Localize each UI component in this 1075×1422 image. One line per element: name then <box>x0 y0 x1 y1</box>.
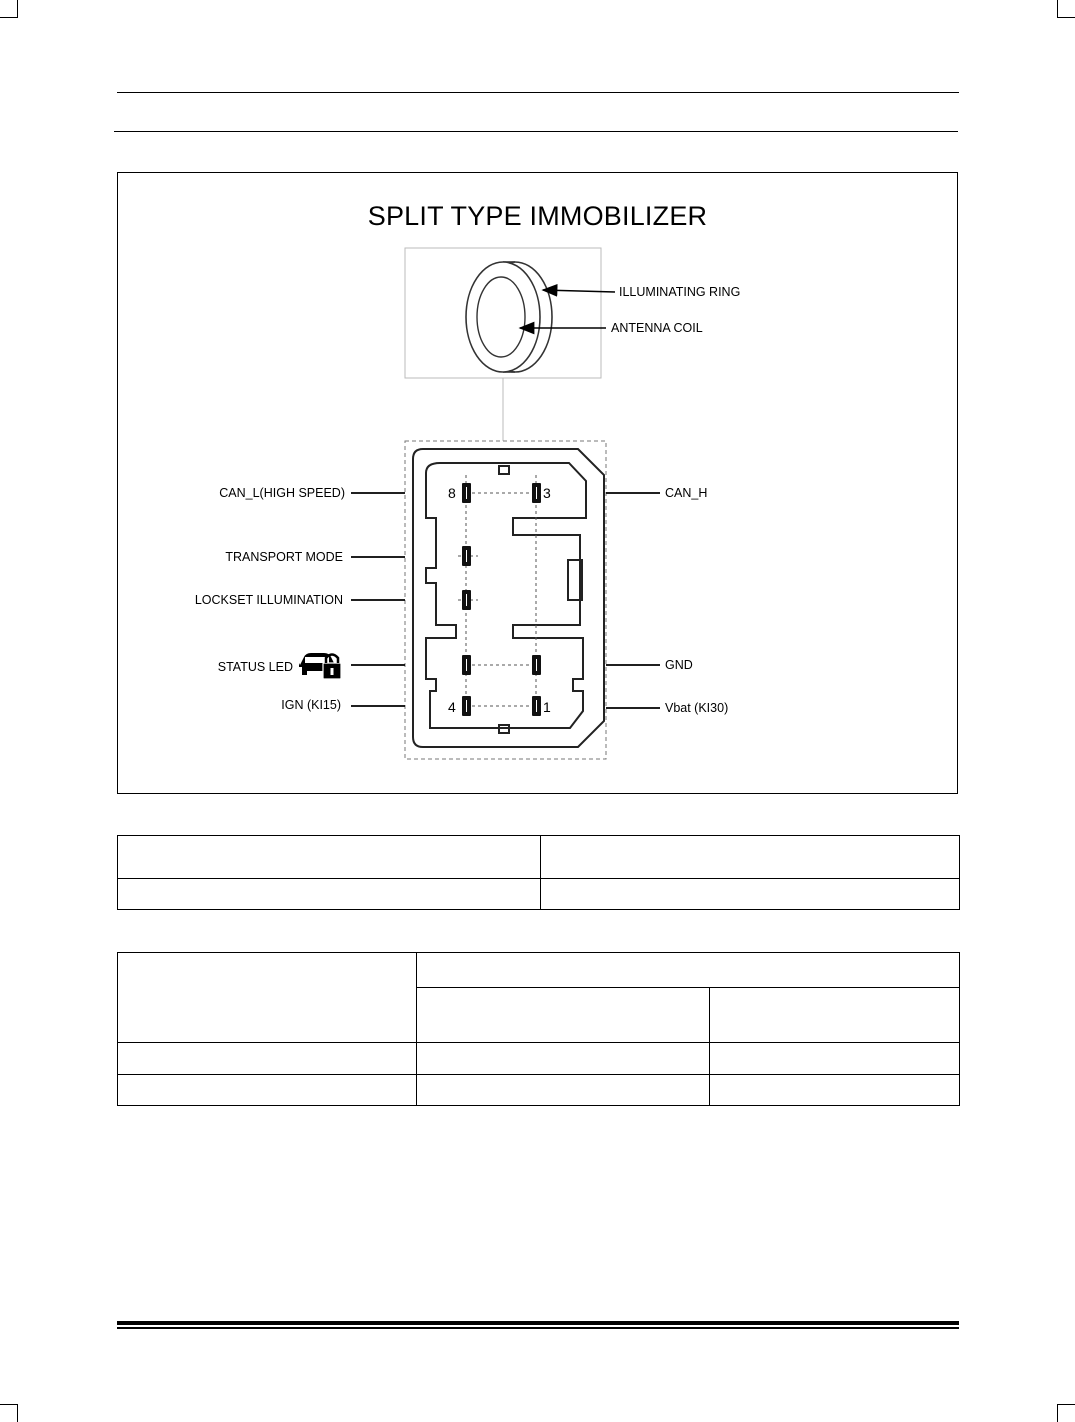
pin-number-3: 3 <box>543 485 551 501</box>
table-cell <box>118 1043 417 1075</box>
ign-label: IGN (KI15) <box>281 698 341 712</box>
can-h-label: CAN_H <box>665 486 708 500</box>
pin-number-1: 1 <box>543 699 551 715</box>
table-cell <box>417 1075 710 1106</box>
table-cell <box>710 1043 960 1075</box>
car-lock-icon <box>299 653 341 679</box>
table-row <box>118 1043 960 1075</box>
antenna-coil-label: ANTENNA COIL <box>611 321 703 335</box>
vbat-label: Vbat (KI30) <box>665 701 729 715</box>
table-cell <box>118 836 541 879</box>
gnd-label: GND <box>665 658 693 672</box>
table-cell <box>710 988 960 1043</box>
table-cell <box>417 953 960 988</box>
footer-rule-thin <box>117 1327 959 1329</box>
can-l-label: CAN_L(HIGH SPEED) <box>219 486 345 500</box>
header-rule-bottom <box>114 131 958 132</box>
lockset-illumination-label: LOCKSET ILLUMINATION <box>194 593 343 607</box>
crop-mark-top-right <box>1057 0 1075 18</box>
table-cell <box>710 1075 960 1106</box>
immobilizer-diagram <box>118 173 959 795</box>
footer-rule-thick <box>117 1321 959 1325</box>
table-row <box>118 836 960 879</box>
header-rule-top <box>117 92 959 93</box>
table-row <box>118 953 960 988</box>
table-row <box>118 1075 960 1106</box>
table-1 <box>117 835 960 910</box>
crop-mark-bottom-left <box>0 1404 18 1422</box>
table-cell <box>118 1075 417 1106</box>
immobilizer-figure <box>117 172 958 794</box>
illuminating-ring-label: ILLUMINATING RING <box>619 285 741 299</box>
figure-title: SPLIT TYPE IMMOBILIZER <box>367 201 708 231</box>
pin-number-4: 4 <box>448 699 456 715</box>
ring-icon <box>466 262 552 372</box>
status-led-label: STATUS LED <box>217 660 293 674</box>
pin-number-8: 8 <box>448 485 456 501</box>
table-cell <box>541 879 960 910</box>
table-cell <box>118 879 541 910</box>
crop-mark-top-left <box>0 0 18 18</box>
table-cell <box>417 1043 710 1075</box>
illuminating-ring-arrow <box>543 290 615 292</box>
transport-mode-label: TRANSPORT MODE <box>225 550 343 564</box>
table-2 <box>117 952 960 1106</box>
table-cell <box>541 836 960 879</box>
table-cell <box>417 988 710 1043</box>
crop-mark-bottom-right <box>1057 1404 1075 1422</box>
connector-housing <box>413 449 604 747</box>
table-row <box>118 879 960 910</box>
table-cell <box>118 953 417 1043</box>
